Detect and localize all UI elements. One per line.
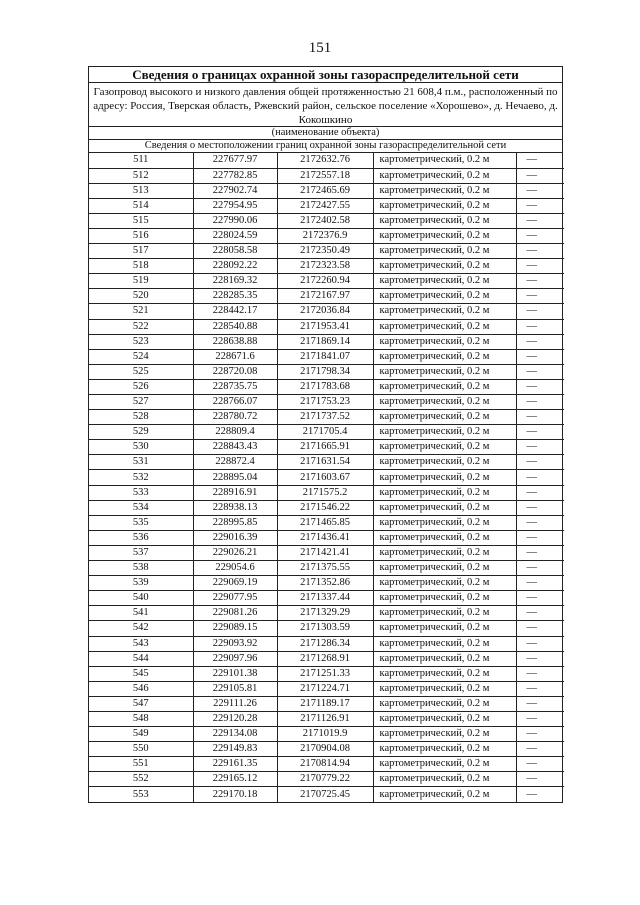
x-coordinate-cell: 229077.95 (193, 591, 277, 606)
point-number-cell: 543 (89, 636, 193, 651)
note-cell: — (516, 153, 564, 168)
method-cell: картометрический, 0.2 м (373, 334, 516, 349)
y-coordinate-cell: 2172350.49 (277, 244, 373, 259)
y-coordinate-cell: 2171268.91 (277, 651, 373, 666)
point-number-cell: 530 (89, 440, 193, 455)
table-row (89, 395, 564, 410)
y-coordinate-cell: 2171019.9 (277, 727, 373, 742)
point-number-cell: 527 (89, 395, 193, 410)
method-cell: картометрический, 0.2 м (373, 364, 516, 379)
y-coordinate-cell: 2171421.41 (277, 545, 373, 560)
y-coordinate-cell: 2172376.9 (277, 228, 373, 243)
note-cell: — (516, 757, 564, 772)
method-cell: картометрический, 0.2 м (373, 545, 516, 560)
table-row (89, 727, 564, 742)
coordinates-table-body (89, 153, 564, 802)
table-row (89, 304, 564, 319)
method-cell: картометрический, 0.2 м (373, 636, 516, 651)
method-cell: картометрический, 0.2 м (373, 696, 516, 711)
x-coordinate-cell: 229101.38 (193, 666, 277, 681)
table-row (89, 742, 564, 757)
x-coordinate-cell: 229026.21 (193, 545, 277, 560)
method-cell: картометрический, 0.2 м (373, 500, 516, 515)
y-coordinate-cell: 2171189.17 (277, 696, 373, 711)
note-cell: — (516, 334, 564, 349)
y-coordinate-cell: 2171869.14 (277, 334, 373, 349)
method-cell: картометрический, 0.2 м (373, 757, 516, 772)
point-number-cell: 524 (89, 349, 193, 364)
y-coordinate-cell: 2172402.58 (277, 213, 373, 228)
method-cell: картометрический, 0.2 м (373, 530, 516, 545)
point-number-cell: 551 (89, 757, 193, 772)
x-coordinate-cell: 227677.97 (193, 153, 277, 168)
point-number-cell: 534 (89, 500, 193, 515)
x-coordinate-cell: 227954.95 (193, 198, 277, 213)
y-coordinate-cell: 2172323.58 (277, 259, 373, 274)
x-coordinate-cell: 228916.91 (193, 485, 277, 500)
note-cell: — (516, 727, 564, 742)
table-row (89, 349, 564, 364)
y-coordinate-cell: 2171783.68 (277, 379, 373, 394)
table-row (89, 561, 564, 576)
note-cell: — (516, 274, 564, 289)
method-cell: картометрический, 0.2 м (373, 153, 516, 168)
method-cell: картометрический, 0.2 м (373, 183, 516, 198)
note-cell: — (516, 198, 564, 213)
x-coordinate-cell: 229097.96 (193, 651, 277, 666)
x-coordinate-cell: 229069.19 (193, 576, 277, 591)
method-cell: картометрический, 0.2 м (373, 651, 516, 666)
point-number-cell: 542 (89, 621, 193, 636)
x-coordinate-cell: 228285.35 (193, 289, 277, 304)
method-cell: картометрический, 0.2 м (373, 742, 516, 757)
method-cell: картометрический, 0.2 м (373, 319, 516, 334)
x-coordinate-cell: 228809.4 (193, 425, 277, 440)
y-coordinate-cell: 2171436.41 (277, 530, 373, 545)
x-coordinate-cell: 229054.6 (193, 561, 277, 576)
note-cell: — (516, 576, 564, 591)
y-coordinate-cell: 2172427.55 (277, 198, 373, 213)
method-cell: картометрический, 0.2 м (373, 591, 516, 606)
note-cell: — (516, 228, 564, 243)
x-coordinate-cell: 228720.08 (193, 364, 277, 379)
method-cell: картометрический, 0.2 м (373, 198, 516, 213)
table-row (89, 591, 564, 606)
method-cell: картометрический, 0.2 м (373, 606, 516, 621)
table-row (89, 621, 564, 636)
table-row (89, 334, 564, 349)
note-cell: — (516, 410, 564, 425)
note-cell: — (516, 530, 564, 545)
note-cell: — (516, 606, 564, 621)
note-cell: — (516, 425, 564, 440)
table-row (89, 545, 564, 560)
method-cell: картометрический, 0.2 м (373, 711, 516, 726)
method-cell: картометрический, 0.2 м (373, 349, 516, 364)
x-coordinate-cell: 228092.22 (193, 259, 277, 274)
x-coordinate-cell: 229111.26 (193, 696, 277, 711)
table-row (89, 319, 564, 334)
y-coordinate-cell: 2171546.22 (277, 500, 373, 515)
point-number-cell: 515 (89, 213, 193, 228)
y-coordinate-cell: 2172167.97 (277, 289, 373, 304)
note-cell: — (516, 168, 564, 183)
x-coordinate-cell: 228058.58 (193, 244, 277, 259)
point-number-cell: 547 (89, 696, 193, 711)
table-row (89, 274, 564, 289)
point-number-cell: 525 (89, 364, 193, 379)
x-coordinate-cell: 228169.32 (193, 274, 277, 289)
y-coordinate-cell: 2171465.85 (277, 515, 373, 530)
point-number-cell: 549 (89, 727, 193, 742)
method-cell: картометрический, 0.2 м (373, 259, 516, 274)
note-cell: — (516, 319, 564, 334)
y-coordinate-cell: 2171375.55 (277, 561, 373, 576)
table-row (89, 410, 564, 425)
y-coordinate-cell: 2171575.2 (277, 485, 373, 500)
point-number-cell: 513 (89, 183, 193, 198)
note-cell: — (516, 395, 564, 410)
x-coordinate-cell: 229134.08 (193, 727, 277, 742)
point-number-cell: 552 (89, 772, 193, 787)
point-number-cell: 523 (89, 334, 193, 349)
point-number-cell: 537 (89, 545, 193, 560)
y-coordinate-cell: 2171753.23 (277, 395, 373, 410)
table-row (89, 289, 564, 304)
y-coordinate-cell: 2170779.22 (277, 772, 373, 787)
note-cell: — (516, 666, 564, 681)
table-row (89, 485, 564, 500)
point-number-cell: 521 (89, 304, 193, 319)
note-cell: — (516, 364, 564, 379)
method-cell: картометрический, 0.2 м (373, 485, 516, 500)
method-cell: картометрический, 0.2 м (373, 515, 516, 530)
method-cell: картометрический, 0.2 м (373, 395, 516, 410)
y-coordinate-cell: 2172036.84 (277, 304, 373, 319)
x-coordinate-cell: 229093.92 (193, 636, 277, 651)
table-row (89, 455, 564, 470)
table-row (89, 606, 564, 621)
point-number-cell: 518 (89, 259, 193, 274)
table-row (89, 168, 564, 183)
table-row (89, 787, 564, 802)
note-cell: — (516, 500, 564, 515)
table-row (89, 696, 564, 711)
table-row (89, 379, 564, 394)
x-coordinate-cell: 229161.35 (193, 757, 277, 772)
table-row (89, 183, 564, 198)
point-number-cell: 546 (89, 681, 193, 696)
table-row (89, 757, 564, 772)
y-coordinate-cell: 2171631.54 (277, 455, 373, 470)
y-coordinate-cell: 2172465.69 (277, 183, 373, 198)
y-coordinate-cell: 2171329.29 (277, 606, 373, 621)
point-number-cell: 520 (89, 289, 193, 304)
x-coordinate-cell: 228843.43 (193, 440, 277, 455)
method-cell: картометрический, 0.2 м (373, 666, 516, 681)
method-cell: картометрический, 0.2 м (373, 440, 516, 455)
point-number-cell: 536 (89, 530, 193, 545)
y-coordinate-cell: 2171224.71 (277, 681, 373, 696)
point-number-cell: 529 (89, 425, 193, 440)
note-cell: — (516, 379, 564, 394)
y-coordinate-cell: 2170814.94 (277, 757, 373, 772)
method-cell: картометрический, 0.2 м (373, 304, 516, 319)
table-row (89, 681, 564, 696)
y-coordinate-cell: 2170904.08 (277, 742, 373, 757)
y-coordinate-cell: 2171603.67 (277, 470, 373, 485)
point-number-cell: 544 (89, 651, 193, 666)
note-cell: — (516, 455, 564, 470)
x-coordinate-cell: 228780.72 (193, 410, 277, 425)
x-coordinate-cell: 229165.12 (193, 772, 277, 787)
y-coordinate-cell: 2171352.86 (277, 576, 373, 591)
table-row (89, 711, 564, 726)
y-coordinate-cell: 2172632.76 (277, 153, 373, 168)
table-row (89, 515, 564, 530)
method-cell: картометрический, 0.2 м (373, 379, 516, 394)
note-cell: — (516, 591, 564, 606)
x-coordinate-cell: 229089.15 (193, 621, 277, 636)
point-number-cell: 519 (89, 274, 193, 289)
method-cell: картометрический, 0.2 м (373, 470, 516, 485)
note-cell: — (516, 636, 564, 651)
point-number-cell: 541 (89, 606, 193, 621)
note-cell: — (516, 213, 564, 228)
x-coordinate-cell: 229170.18 (193, 787, 277, 802)
point-number-cell: 535 (89, 515, 193, 530)
x-coordinate-cell: 228671.6 (193, 349, 277, 364)
y-coordinate-cell: 2171251.33 (277, 666, 373, 681)
table-row (89, 425, 564, 440)
table-row (89, 500, 564, 515)
method-cell: картометрический, 0.2 м (373, 576, 516, 591)
method-cell: картометрический, 0.2 м (373, 213, 516, 228)
method-cell: картометрический, 0.2 м (373, 455, 516, 470)
method-cell: картометрический, 0.2 м (373, 410, 516, 425)
x-coordinate-cell: 228895.04 (193, 470, 277, 485)
y-coordinate-cell: 2170725.45 (277, 787, 373, 802)
note-cell: — (516, 440, 564, 455)
point-number-cell: 533 (89, 485, 193, 500)
document-title: Сведения о границах охранной зоны газораспределительной сети (89, 67, 562, 83)
note-cell: — (516, 696, 564, 711)
table-row (89, 772, 564, 787)
note-cell: — (516, 259, 564, 274)
method-cell: картометрический, 0.2 м (373, 561, 516, 576)
table-row (89, 259, 564, 274)
note-cell: — (516, 289, 564, 304)
note-cell: — (516, 304, 564, 319)
x-coordinate-cell: 227902.74 (193, 183, 277, 198)
x-coordinate-cell: 228540.88 (193, 319, 277, 334)
x-coordinate-cell: 228938.13 (193, 500, 277, 515)
point-number-cell: 522 (89, 319, 193, 334)
y-coordinate-cell: 2171303.59 (277, 621, 373, 636)
note-cell: — (516, 681, 564, 696)
object-name-caption: (наименование объекта) (89, 127, 562, 140)
method-cell: картометрический, 0.2 м (373, 681, 516, 696)
point-number-cell: 516 (89, 228, 193, 243)
y-coordinate-cell: 2171337.44 (277, 591, 373, 606)
note-cell: — (516, 183, 564, 198)
method-cell: картометрический, 0.2 м (373, 244, 516, 259)
x-coordinate-cell: 228766.07 (193, 395, 277, 410)
table-row (89, 228, 564, 243)
coordinates-table (89, 153, 564, 802)
table-row (89, 364, 564, 379)
table-row (89, 530, 564, 545)
boundary-document (88, 66, 563, 803)
table-row (89, 470, 564, 485)
table-row (89, 153, 564, 168)
method-cell: картометрический, 0.2 м (373, 425, 516, 440)
table-row (89, 651, 564, 666)
x-coordinate-cell: 229105.81 (193, 681, 277, 696)
point-number-cell: 528 (89, 410, 193, 425)
object-description: Газопровод высокого и низкого давления общей протяженностью 21 608,4 п.м., расположенный по адресу: Россия, Тверская область, Ржевский район, сельское поселение «Хорошево», д. Нечаево, д. Кокошкино (89, 83, 562, 127)
x-coordinate-cell: 228872.4 (193, 455, 277, 470)
y-coordinate-cell: 2171841.07 (277, 349, 373, 364)
y-coordinate-cell: 2171737.52 (277, 410, 373, 425)
point-number-cell: 531 (89, 455, 193, 470)
y-coordinate-cell: 2171126.91 (277, 711, 373, 726)
y-coordinate-cell: 2171705.4 (277, 425, 373, 440)
method-cell: картометрический, 0.2 м (373, 228, 516, 243)
page-number: 151 (308, 40, 332, 56)
note-cell: — (516, 349, 564, 364)
y-coordinate-cell: 2172557.18 (277, 168, 373, 183)
x-coordinate-cell: 229120.28 (193, 711, 277, 726)
note-cell: — (516, 545, 564, 560)
point-number-cell: 550 (89, 742, 193, 757)
point-number-cell: 511 (89, 153, 193, 168)
point-number-cell: 526 (89, 379, 193, 394)
note-cell: — (516, 485, 564, 500)
point-number-cell: 540 (89, 591, 193, 606)
x-coordinate-cell: 229016.39 (193, 530, 277, 545)
table-row (89, 666, 564, 681)
x-coordinate-cell: 229081.26 (193, 606, 277, 621)
x-coordinate-cell: 227990.06 (193, 213, 277, 228)
note-cell: — (516, 621, 564, 636)
y-coordinate-cell: 2171665.91 (277, 440, 373, 455)
y-coordinate-cell: 2172260.94 (277, 274, 373, 289)
point-number-cell: 514 (89, 198, 193, 213)
method-cell: картометрический, 0.2 м (373, 274, 516, 289)
x-coordinate-cell: 228638.88 (193, 334, 277, 349)
note-cell: — (516, 244, 564, 259)
y-coordinate-cell: 2171798.34 (277, 364, 373, 379)
table-row (89, 636, 564, 651)
table-row (89, 198, 564, 213)
y-coordinate-cell: 2171953.41 (277, 319, 373, 334)
method-cell: картометрический, 0.2 м (373, 787, 516, 802)
point-number-cell: 548 (89, 711, 193, 726)
x-coordinate-cell: 228995.85 (193, 515, 277, 530)
point-number-cell: 545 (89, 666, 193, 681)
point-number-cell: 517 (89, 244, 193, 259)
point-number-cell: 539 (89, 576, 193, 591)
location-caption: Сведения о местоположении границ охранной зоны газораспределительной сети (89, 140, 562, 153)
method-cell: картометрический, 0.2 м (373, 621, 516, 636)
x-coordinate-cell: 228442.17 (193, 304, 277, 319)
x-coordinate-cell: 228735.75 (193, 379, 277, 394)
method-cell: картометрический, 0.2 м (373, 727, 516, 742)
y-coordinate-cell: 2171286.34 (277, 636, 373, 651)
table-row (89, 213, 564, 228)
point-number-cell: 532 (89, 470, 193, 485)
method-cell: картометрический, 0.2 м (373, 289, 516, 304)
note-cell: — (516, 470, 564, 485)
note-cell: — (516, 787, 564, 802)
note-cell: — (516, 515, 564, 530)
point-number-cell: 538 (89, 561, 193, 576)
method-cell: картометрический, 0.2 м (373, 168, 516, 183)
x-coordinate-cell: 228024.59 (193, 228, 277, 243)
x-coordinate-cell: 229149.83 (193, 742, 277, 757)
method-cell: картометрический, 0.2 м (373, 772, 516, 787)
note-cell: — (516, 742, 564, 757)
table-row (89, 244, 564, 259)
note-cell: — (516, 651, 564, 666)
table-row (89, 440, 564, 455)
note-cell: — (516, 711, 564, 726)
note-cell: — (516, 772, 564, 787)
table-row (89, 576, 564, 591)
point-number-cell: 512 (89, 168, 193, 183)
x-coordinate-cell: 227782.85 (193, 168, 277, 183)
note-cell: — (516, 561, 564, 576)
point-number-cell: 553 (89, 787, 193, 802)
